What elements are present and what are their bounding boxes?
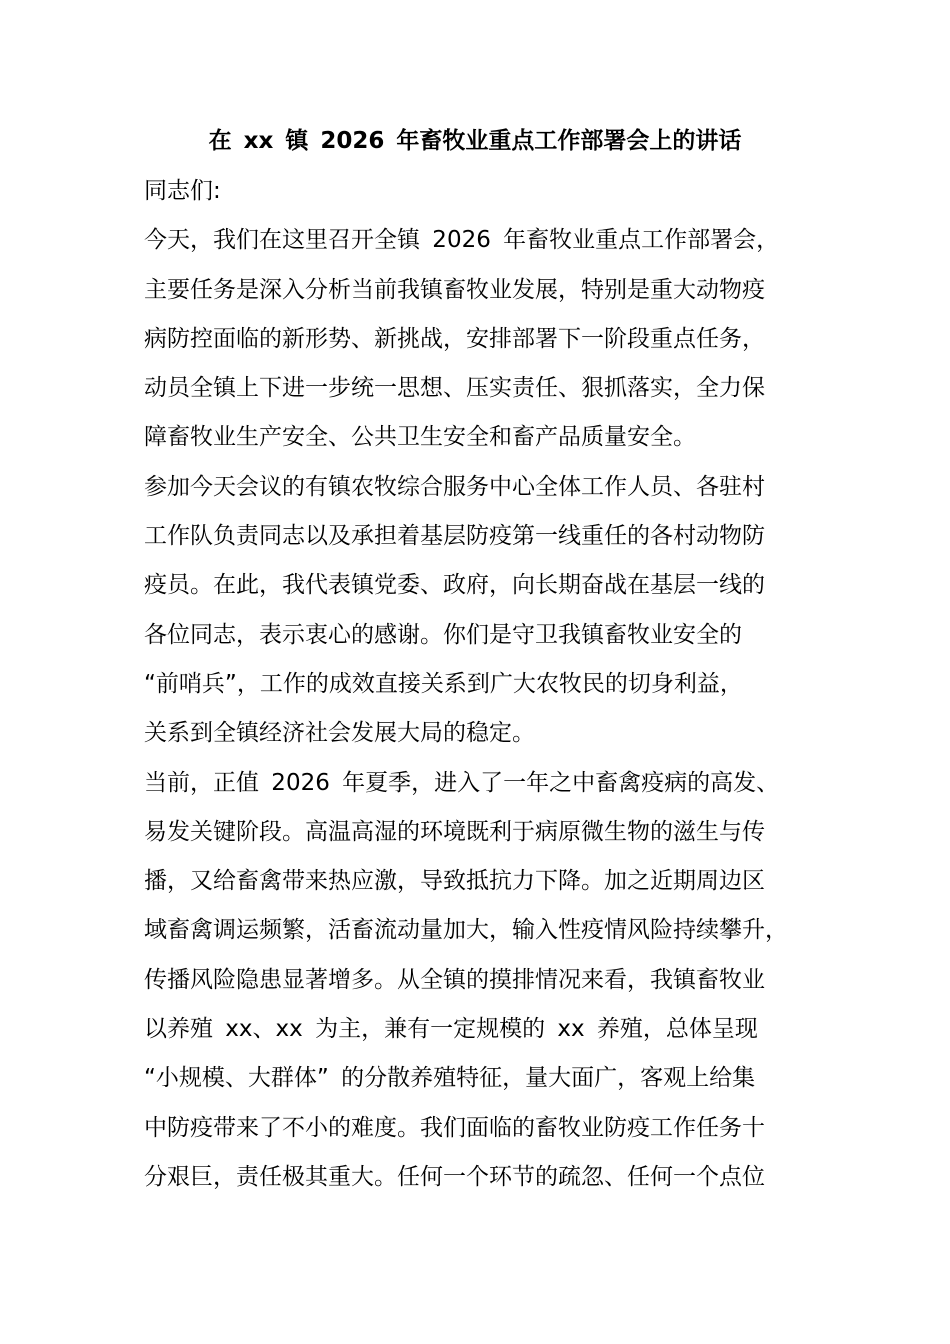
text-line: 分艰巨，责任极其重大。任何一个环节的疏忽、任何一个点位 [144, 1163, 765, 1190]
text-line: 播，又给畜禽带来热应激，导致抵抗力下降。加之近期周边区 [144, 868, 765, 895]
text-line: “小规模、大群体” 的分散养殖特征，量大面广，客观上给集 [144, 1065, 756, 1092]
text-line: 同志们: [144, 178, 221, 204]
document-title: 在 xx 镇 2026 年畜牧业重点工作部署会上的讲话 [208, 128, 742, 154]
text-line: 病防控面临的新形势、新挑战，安排部署下一阶段重点任务， [144, 325, 765, 352]
text-line: 易发关键阶段。高温高湿的环境既利于病原微生物的滋生与传 [144, 818, 765, 845]
text-line: “前哨兵”，工作的成效直接关系到广大农牧民的切身利益， [144, 670, 743, 697]
text-line: 疫员。在此，我代表镇党委、政府，向长期奋战在基层一线的 [144, 572, 765, 599]
text-line: 以养殖 xx、xx 为主，兼有一定规模的 xx 养殖，总体呈现 [144, 1016, 758, 1043]
text-line: 工作队负责同志以及承担着基层防疫第一线重任的各村动物防 [144, 523, 765, 550]
document-body [144, 172, 816, 1207]
text-line: 域畜禽调运频繁，活畜流动量加大，输入性疫情风险持续攀升， [144, 917, 788, 944]
text-line: 关系到全镇经济社会发展大局的稳定。 [144, 720, 535, 747]
text-line: 今天，我们在这里召开全镇 2026 年畜牧业重点工作部署会， [144, 227, 780, 254]
text-line: 各位同志，表示衷心的感谢。你们是守卫我镇畜牧业安全的 [144, 621, 742, 648]
text-line: 障畜牧业生产安全、公共卫生安全和畜产品质量安全。 [144, 424, 696, 451]
text-line: 传播风险隐患显著增多。从全镇的摸排情况来看，我镇畜牧业 [144, 966, 765, 993]
text-line: 动员全镇上下进一步统一思想、压实责任、狠抓落实，全力保 [144, 375, 765, 402]
text-line: 中防疫带来了不小的难度。我们面临的畜牧业防疫工作任务十 [144, 1114, 765, 1141]
text-line: 参加今天会议的有镇农牧综合服务中心全体工作人员、各驻村 [144, 473, 765, 500]
text-line: 当前，正值 2026 年夏季，进入了一年之中畜禽疫病的高发、 [144, 769, 780, 796]
text-line: 主要任务是深入分析当前我镇畜牧业发展，特别是重大动物疫 [144, 276, 765, 303]
